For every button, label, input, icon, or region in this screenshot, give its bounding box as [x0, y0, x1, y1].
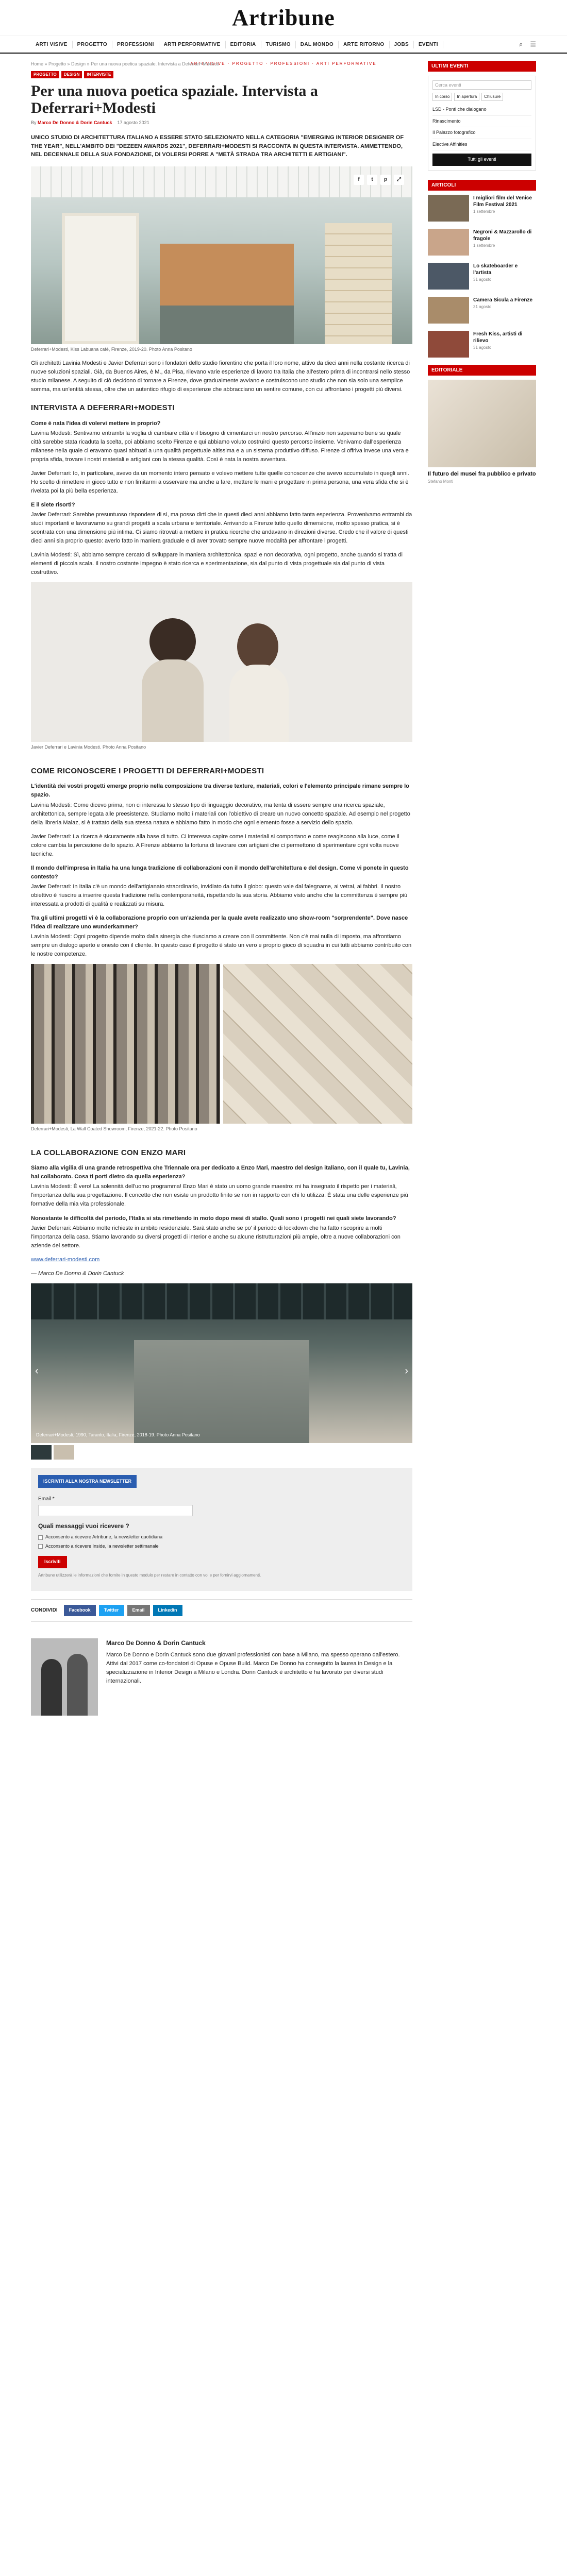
news-item[interactable]: [428, 195, 536, 222]
nav-item[interactable]: EVENTI: [414, 41, 443, 48]
news-item[interactable]: [428, 297, 536, 324]
question: Nonostante le difficoltà del periodo, l'Italia si sta rimettendo in moto dopo mesi di stallo. Quali sono i progetti nei quali siete lavorando?: [31, 1215, 396, 1222]
article-lead: UNICO STUDIO DI ARCHITETTURA ITALIANO A ESSERE STATO SELEZIONATO NELLA CATEGORIA "EMERGING INTERIOR DESIGNER OF THE YEAR", NELL'AMBITO DEI "DEZEEN AWARDS 2021", DEFERRARI+MODESTI SI RACCONTA IN QUESTA INTERVISTA. AMMETTENDO, NEL DECENNALE DELLA SUA FONDAZIONE, DI VOLERSI PORRE A "METÀ STRADA TRA ARCHITETTI E ARTIGIANI".: [31, 134, 404, 158]
facebook-share-button[interactable]: Facebook: [64, 1605, 96, 1616]
breadcrumb[interactable]: Home » Progetto » Design » Per una nuova poetica spaziale. Intervista a Deferrari+Modesti: [31, 61, 219, 66]
showroom-photo[interactable]: [31, 964, 220, 1124]
pinterest-icon[interactable]: p: [380, 175, 391, 185]
nav-item[interactable]: TURISMO: [261, 41, 296, 48]
news-title[interactable]: Fresh Kiss, artisti di rilievo: [473, 331, 523, 344]
menu-icon[interactable]: ☰: [530, 40, 536, 48]
newsletter-question: Quali messaggi vuoi ricevere ?: [38, 1522, 129, 1530]
section-heading: COME RICONOSCERE I PROGETTI DI DEFERRARI+MODESTI: [31, 766, 264, 775]
byline: By Marco De Donno & Dorin Cantuck 17 agosto 2021: [31, 120, 412, 127]
site-tagline: ARTI VISIVE · PROGETTO · PROFESSIONI · ARTI PERFORMATIVE: [190, 61, 377, 66]
answer: Lavinia Modesti: Sì, abbiamo sempre cercato di sviluppare in maniera architettonica, spazi e non decorativa, ogni progetto, anche quando si tratta di elementi di piccola scala. Il nostro costante impegno è stato ricerca e sperimentazione, sia dal punto di vista progettuale sia dal punto di vista costruttivo.: [31, 552, 403, 576]
editorial-title[interactable]: Il futuro dei musei fra pubblico e privato: [428, 470, 536, 477]
news-thumb: [428, 195, 469, 222]
tab-in-corso[interactable]: In corso: [432, 93, 452, 101]
email-label: Email *: [38, 1496, 55, 1502]
answer: Javier Deferrari: Io, in particolare, avevo da un momento intero pensato e volevo mettere tutte quelle conoscenze che avevo accumulato in quegli anni. Ho scelto di rimettere in gioco tutto e non limitarmi a osservare ma anche a fare, mettere le mani e progettare in prima persona, una vera sfida che si è rivelata poi la più bella esperienza.: [31, 470, 409, 495]
next-icon[interactable]: ›: [405, 1365, 408, 1377]
answer: Lavinia Modesti: Come dicevo prima, non ci interessa lo stesso tipo di linguaggio decorativo, ma tenta di essere sempre una ricerca spaziale, architettonica, sempre legata alle preesistenze. Studiamo molto i materiali con l'obiettivo di creare un nuovo concetto spaziale. Ad esempio nel progetto della libreria Malaz, si è trattato della sua stessa natura e abbiamo fatto in modo che ogni elemento fosse a servizio dello spazio.: [31, 802, 410, 826]
gallery-photo[interactable]: [31, 1283, 412, 1443]
photo-caption: Deferrari+Modesti, La Wall Coated Showroom, Firenze, 2021-22. Photo Positano: [31, 1126, 197, 1132]
site-logo[interactable]: Artribune: [232, 5, 335, 30]
site-header: [0, 0, 567, 36]
privacy-note: Artribune utilizzerà le informazioni che fornite in questo modulo per restare in contatto con voi e per fornirvi aggiornamenti.: [38, 1572, 261, 1578]
tag-badge[interactable]: DESIGN: [61, 71, 82, 78]
author-avatar: [31, 1638, 98, 1716]
news-date: 31 agosto: [473, 345, 492, 350]
paragraph: Gli architetti Lavinia Modesti e Javier Deferrari sono i fondatori dello studio fiorentino che porta il loro nome, attivo da dieci anni nella costante ricerca di nuove soluzioni spaziali. Già, da Buenos Aires, è M., da Pisa, rilevano varie esperienze di lavoro tra Italia che all'estero prima di incontrarsi nello stesso studio milanese. A seguito di ciò decidono di tornare a Firenze, dove gradualmente avviano e costruiscono uno studio che non sia solo una semplice somma, ma un'entità stessa, oltre che un autentico rifugio di esperienze che abbracciano un sentire comune, con cui affrontano i progetti più diversi.: [31, 360, 410, 393]
news-title[interactable]: Lo skateboarder e l'artista: [473, 263, 518, 276]
search-icon[interactable]: ⌕: [519, 40, 523, 48]
news-thumb: [428, 331, 469, 358]
share-label: CONDIVIDI: [31, 1607, 58, 1614]
author-name[interactable]: Marco De Donno & Dorin Cantuck: [106, 1639, 206, 1647]
email-share-button[interactable]: Email: [127, 1605, 150, 1616]
author-box: [31, 1630, 412, 1728]
news-item[interactable]: [428, 229, 536, 256]
author-bio: Marco De Donno e Dorin Cantuck sono due giovani professionisti con base a Milano, ma spesso operano dall'estero. Attivi dal 2017 come co-fondatori di Opuse e Opuse Build. Marco De Donno ha conseguito la laurea in Design e la specializzazione in Interior Design a Milano e Londra. Dorin Cantuck è architetto e ha lavorato per diversi studi internazionali.: [106, 1651, 400, 1684]
tag-badge[interactable]: PROGETTO: [31, 71, 59, 78]
all-events-button[interactable]: Tutti gli eventi: [432, 154, 531, 166]
event-item[interactable]: Rinascimento: [432, 116, 531, 128]
nav-item[interactable]: DAL MONDO: [296, 41, 339, 48]
portrait-photo[interactable]: [31, 582, 412, 742]
share-bar: [31, 1599, 412, 1622]
events-widget: [428, 76, 536, 171]
news-date: 31 agosto: [473, 277, 492, 282]
question: E il siete risorti?: [31, 502, 75, 509]
gallery-thumbs: [31, 1445, 412, 1460]
news-item[interactable]: [428, 331, 536, 358]
gallery-thumb[interactable]: [31, 1445, 52, 1460]
gallery-thumb[interactable]: [54, 1445, 74, 1460]
event-item[interactable]: Il Palazzo fotografico: [432, 127, 531, 139]
prev-icon[interactable]: ‹: [35, 1365, 39, 1377]
news-date: 1 settembre: [473, 243, 495, 248]
signature: — Marco De Donno & Dorin Cantuck: [31, 1270, 124, 1277]
checkbox-label: Acconsento a ricevere Artribune, la newsletter quotidiana: [45, 1534, 163, 1540]
sidebar: [428, 61, 536, 1728]
editorial-author: Stefano Monti: [428, 479, 454, 484]
twitter-icon[interactable]: t: [367, 175, 377, 185]
checkbox[interactable]: [38, 1535, 43, 1540]
nav-item[interactable]: ARTE RITORNO: [339, 41, 390, 48]
news-thumb: [428, 297, 469, 324]
photo-pair: [31, 964, 412, 1124]
section-heading: LA COLLABORAZIONE CON ENZO MARI: [31, 1148, 186, 1157]
twitter-share-button[interactable]: Twitter: [99, 1605, 124, 1616]
news-title[interactable]: Negroni & Mazzarollo di fragole: [473, 229, 532, 242]
sidebar-heading: EDITORIALE: [428, 365, 536, 376]
event-search-input[interactable]: Cerca eventi: [432, 80, 531, 90]
hero-photo[interactable]: [31, 166, 412, 344]
linkedin-share-button[interactable]: Linkedin: [153, 1605, 182, 1616]
tab-in-apertura[interactable]: In apertura: [454, 93, 479, 101]
news-thumb: [428, 229, 469, 256]
news-date: 1 settembre: [473, 209, 495, 214]
question: L'identità dei vostri progetti emerge proprio nella composizione tra diverse texture, materiali, colori e l'elemento principale rimane sempre lo spazio.: [31, 783, 409, 799]
checkbox[interactable]: [38, 1544, 43, 1549]
photo-caption: Javier Deferrari e Lavinia Modesti. Photo Anna Positano: [31, 744, 146, 750]
nav-item[interactable]: JOBS: [390, 41, 414, 48]
editorial-image[interactable]: [428, 380, 536, 467]
sidebar-heading: ARTICOLI: [428, 180, 536, 191]
article-title: Per una nuova poetica spaziale. Intervista a Deferrari+Modesti: [31, 82, 318, 116]
zoom-icon[interactable]: ⤢: [394, 175, 404, 185]
nav-item[interactable]: PROFESSIONI: [112, 41, 159, 48]
question: Siamo alla vigilia di una grande retrospettiva che Triennale ora per dedicato a Enzo Mari, maestro del design italiano, con il quale tu, Lavinia, hai collaborato. Cosa ti porti dietro da quella esperienza?: [31, 1165, 410, 1180]
event-item[interactable]: Elective Affinities: [432, 139, 531, 151]
section-heading: INTERVISTA A DEFERRARI+MODESTI: [31, 403, 175, 413]
nav-item[interactable]: EDITORIA: [226, 41, 261, 48]
news-thumb: [428, 263, 469, 290]
news-date: 31 agosto: [473, 304, 492, 309]
tab-chiusure[interactable]: Chiusure: [481, 93, 503, 101]
answer: Javier Deferrari: Sarebbe presuntuoso rispondere di sì, ma posso dirti che in questi dieci anni abbiamo fatto tanta esperienza. Provenivamo entrambi da studi importanti e lavoravamo su grandi progetti a scala urbana e territoriale. Arrivando a Firenze tutto quello dimensione, molto spesso pratica, si è scontrata con una dimensione più intima. Ci siamo ritrovati a mettere in pratica ricerche che andavano in direzioni diverse. Credo che il valore di questi dieci anni sia proprio questo: averlo fatto in maniera graduale e di aver trovato sempre nuove modalità per affrontare i progetti.: [31, 512, 412, 545]
nav-item[interactable]: ARTI PERFORMATIVE: [159, 41, 226, 48]
newsletter-button[interactable]: ISCRIVITI ALLA NOSTRA NEWSLETTER: [38, 1475, 137, 1488]
tiles-photo[interactable]: [223, 964, 412, 1124]
checkbox-label: Acconsento a ricevere Inside, la newsletter settimanale: [45, 1543, 159, 1549]
gallery-caption: Deferrari+Modesti, 1990, Taranto, Italia, Firenze, 2018-19. Photo Anna Positano: [36, 1432, 200, 1438]
sidebar-heading: ULTIMI EVENTI: [428, 61, 536, 72]
email-field[interactable]: [38, 1505, 193, 1516]
answer: Javier Deferrari: In Italia c'è un mondo dell'artigianato straordinario, invidiato da tutto il globo: questo vale dal falegname, ai vetrai, ai fabbri. Il nostro obiettivo è riuscire a inserire questa tradizione nella contemporaneità, rispettando la sua storia. Abbiamo visto anche che la committenza è sempre più interessata a prodotti di qualità e realizzati su misura.: [31, 883, 408, 907]
answer: Javier Deferrari: Abbiamo molte richieste in ambito residenziale. Sarà stato anche se po' il periodo di lockdown che ha fatto riscoprire a molti l'importanza della casa. Stiamo lavorando su diversi progetti di interior e anche su alcune ristrutturazioni più ampie, oltre a nuove collaborazioni con aziende del settore.: [31, 1225, 401, 1249]
question: Come è nata l'idea di volervi mettere in proprio?: [31, 420, 161, 427]
facebook-icon[interactable]: f: [354, 175, 364, 185]
answer: Lavinia Modesti: Sentivamo entrambi la voglia di cambiare città e il bisogno di cimentarci un nostro percorso. All'inizio non sapevamo bene su quale città sarebbe stata ricaduta la scelta, poi abbiamo scelto Firenze e qui abbiamo voluto costruirci questo percorso insieme. Venivamo dall'esperienza milanese nella quale ci eravamo quasi abituati a una qualità progettuale altissima e a un sistema produttivo diffuso. Firenze ci offriva invece una vera e propria sfida, trovare i nostri materiali e artigiani con la stessa qualità. Così è nata la nostra avventura.: [31, 430, 409, 463]
nav-item[interactable]: PROGETTO: [73, 41, 112, 48]
answer: Lavinia Modesti: Ogni progetto dipende molto dalla sinergia che riusciamo a creare con il committente. Non c'è mai nulla di imposto, ma affrontiamo sempre un dialogo aperto e onesto con il cliente. In questo caso il progetto è stato un vero e proprio gioco di squadra in cui tutti abbiamo contribuito con le nostre competenze.: [31, 934, 412, 958]
article-date: 17 agosto 2021: [117, 120, 149, 125]
question: Il mondo dell'impresa in Italia ha una lunga tradizione di collaborazioni con il mondo dell'architettura e del design. Come vi ponete in questo contesto?: [31, 865, 409, 880]
main-nav: [0, 36, 567, 54]
question: Tra gli ultimi progetti vi è la collaborazione proprio con un'azienda per la quale avete realizzato uno show-room "sorprendente". Dove nasce l'idea di realizzare uno wunderkammer?: [31, 915, 408, 930]
article: [31, 61, 412, 1728]
author-link[interactable]: Marco De Donno & Dorin Cantuck: [38, 120, 112, 125]
answer: Javier Deferrari: La ricerca è sicuramente alla base di tutto. Ci interessa capire come i materiali si comportano e come reagiscono alla luce, come il colore cambia la percezione dello spazio. A Firenze abbiamo la fortuna di lavorare con artigiani che ci permettono di sperimentare ogni volta nuove tecniche.: [31, 833, 399, 857]
tag-badge[interactable]: INTERVISTE: [84, 71, 113, 78]
nav-item[interactable]: ARTI VISIVE: [31, 41, 73, 48]
news-title[interactable]: Camera Sicula a Firenze: [473, 297, 533, 303]
news-title[interactable]: I migliori film del Venice Film Festival 2021: [473, 195, 532, 208]
news-item[interactable]: [428, 263, 536, 290]
newsletter-form: [31, 1468, 412, 1591]
event-item[interactable]: LSD - Ponti che dialogano: [432, 104, 531, 116]
studio-link[interactable]: www.deferrari-modesti.com: [31, 1256, 100, 1263]
answer: Lavinia Modesti: È vero! La solennità dell'uomo programma! Enzo Mari è stato un uomo grande maestro: mi ha insegnato il rispetto per i materiali, l'importanza della sua progettazione. Il concetto che non esiste un prodotto finito se non in rapporto con chi lo utilizza. È stata una delle esperienze più formative della mia vita professionale.: [31, 1183, 408, 1208]
photo-caption: Deferrari+Modesti, Kiss Labuana café, Firenze, 2019-20. Photo Anna Positano: [31, 346, 192, 352]
submit-button[interactable]: Iscriviti: [38, 1556, 67, 1568]
